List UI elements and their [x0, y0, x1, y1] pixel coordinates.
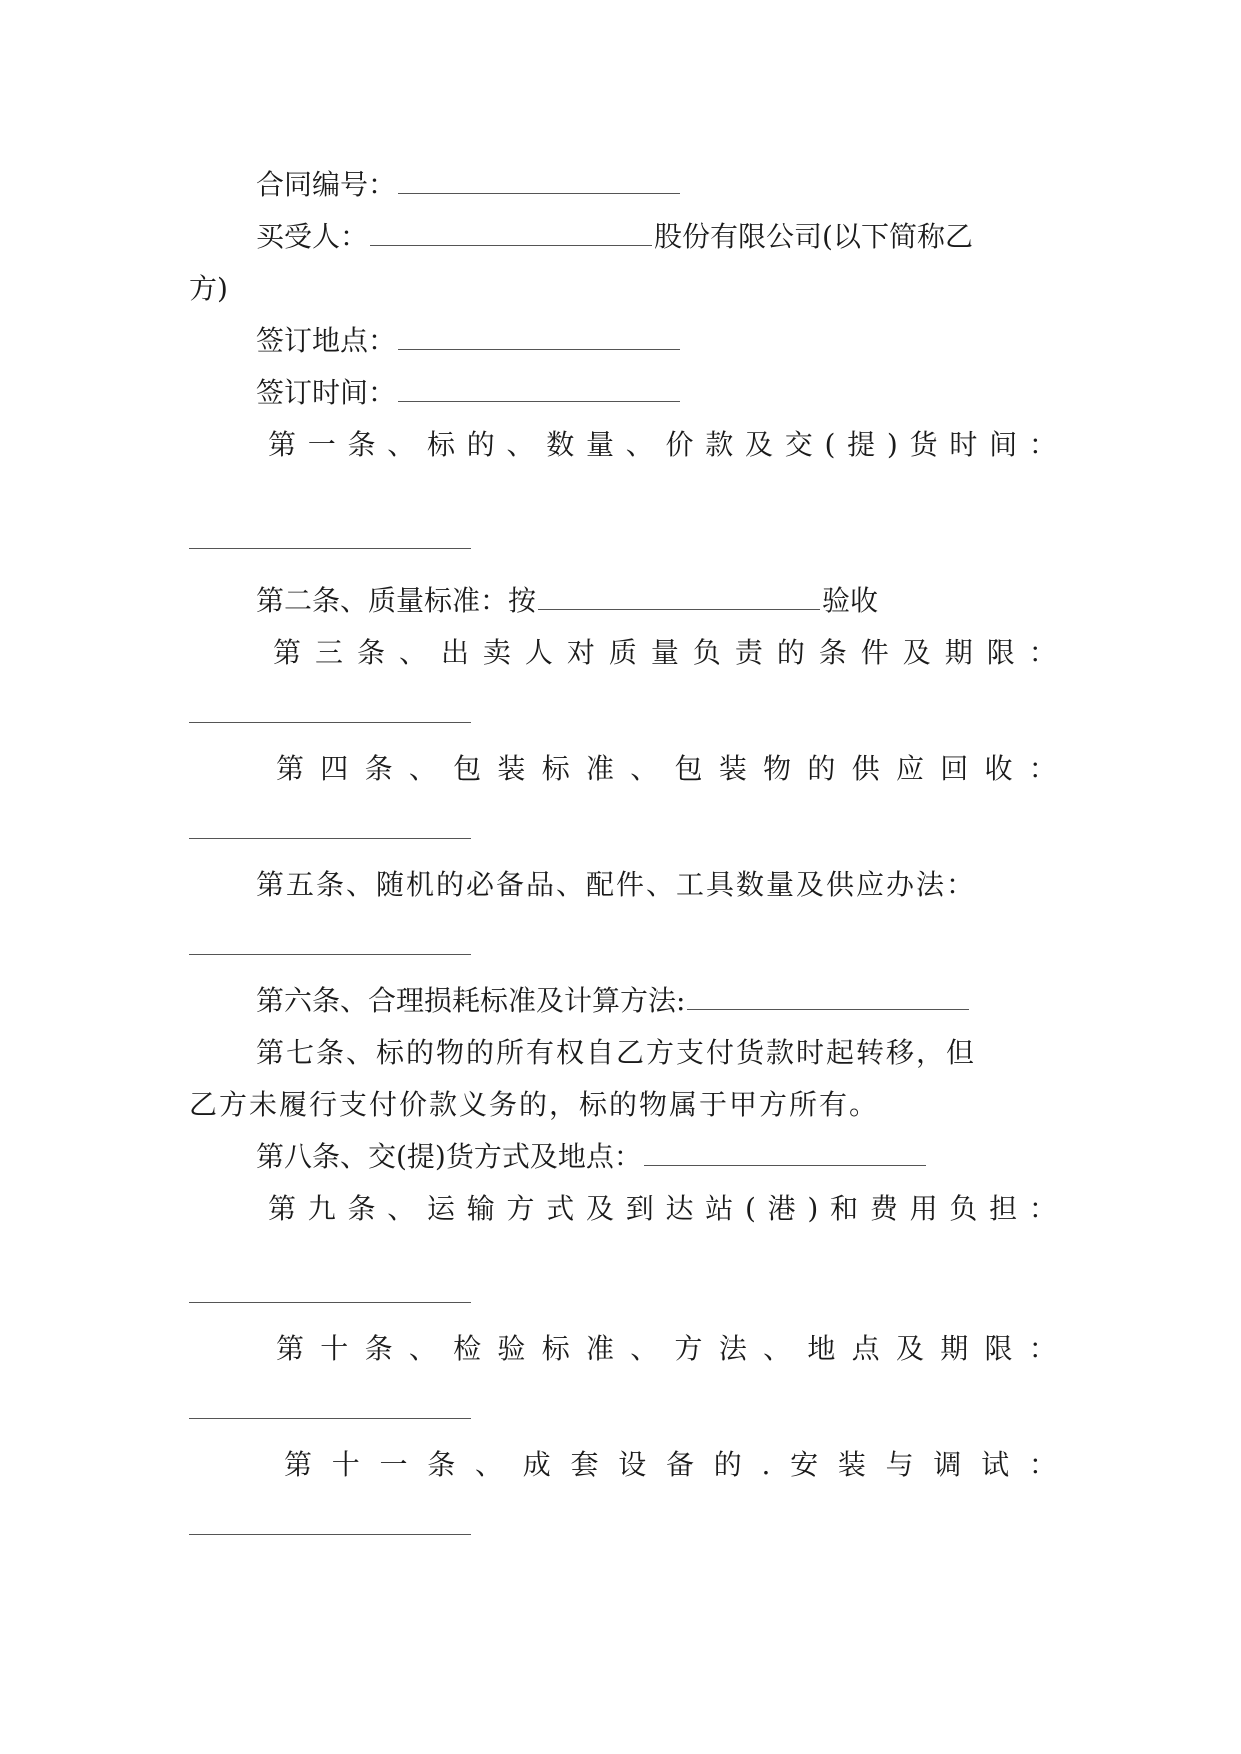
art11-char: 十	[331, 1448, 360, 1481]
art4-char: 物	[763, 752, 792, 785]
signing-time-blank	[398, 400, 680, 402]
buyer-suffix: 股份有限公司(以下简称乙	[654, 220, 973, 253]
article-3-blank	[189, 721, 471, 723]
art4-char: 回	[940, 752, 969, 785]
art9-char: 、	[387, 1192, 416, 1225]
art9-char: 达	[665, 1192, 694, 1225]
art10-char: 、	[763, 1332, 792, 1365]
signing-time-label: 签订时间：	[256, 376, 397, 409]
article-5-blank	[189, 953, 471, 955]
art1-char: 及	[745, 428, 774, 461]
art9-char: 负	[949, 1192, 978, 1225]
art3-char: 责	[734, 636, 763, 669]
art1-char: 数	[546, 428, 575, 461]
art4-char: 供	[851, 752, 880, 785]
art9-char: 担	[989, 1192, 1018, 1225]
art1-char: 一	[307, 428, 336, 461]
art1-char: 第	[268, 428, 297, 461]
art11-char: 、	[475, 1448, 504, 1481]
buyer-label: 买受人：	[256, 220, 369, 253]
article-7-text-1: 第七条、标的物的所有权自乙方支付货款时起转移，但	[256, 1036, 977, 1069]
art10-char: 条	[364, 1332, 393, 1365]
art3-char: 限	[986, 636, 1015, 669]
art9-char: 式	[546, 1192, 575, 1225]
art11-char: 备	[666, 1448, 695, 1481]
art1-char: ：	[1028, 428, 1057, 461]
buyer-blank	[370, 244, 652, 246]
article-3-line	[273, 633, 1057, 673]
art3-char: 期	[944, 636, 973, 669]
article-6-label: 第六条、合理损耗标准及计算方法:	[256, 984, 686, 1017]
article-8-label: 第八条、交(提)货方式及地点：	[256, 1140, 642, 1173]
art10-char: 地	[807, 1332, 836, 1365]
art10-char: 第	[276, 1332, 305, 1365]
signing-place-blank	[398, 348, 680, 350]
art9-char: (	[745, 1192, 756, 1225]
art1-char: 标	[427, 428, 456, 461]
buyer-line-2	[189, 269, 1057, 309]
article-7-line-2	[189, 1085, 1057, 1125]
art4-char: 包	[453, 752, 482, 785]
art10-char: 法	[718, 1332, 747, 1365]
art1-char: 价	[665, 428, 694, 461]
article-11-line	[284, 1445, 1057, 1485]
art4-char: 第	[276, 752, 305, 785]
art10-char: 期	[940, 1332, 969, 1365]
art10-char: 、	[630, 1332, 659, 1365]
art3-char: 三	[314, 636, 343, 669]
article-9-blank	[189, 1301, 471, 1303]
buyer-suffix-2: 方)	[189, 272, 228, 305]
art10-char: 、	[408, 1332, 437, 1365]
art11-char: 调	[933, 1448, 962, 1481]
article-8-blank	[644, 1164, 926, 1166]
art4-char: 包	[674, 752, 703, 785]
article-1-line	[268, 425, 1057, 465]
art10-char: 限	[984, 1332, 1013, 1365]
art3-char: 的	[776, 636, 805, 669]
art3-char: 卖	[482, 636, 511, 669]
art3-char: 负	[692, 636, 721, 669]
art1-char: (	[824, 428, 836, 461]
art4-char: ：	[1028, 752, 1057, 785]
art9-char: 站	[705, 1192, 734, 1225]
art3-char: 条	[356, 636, 385, 669]
art1-char: 、	[625, 428, 654, 461]
art9-char: 第	[268, 1192, 297, 1225]
art11-char: 试	[981, 1448, 1010, 1481]
article-2-label: 第二条、质量标准：按	[256, 584, 537, 617]
art9-char: 条	[347, 1192, 376, 1225]
art11-char: 与	[885, 1448, 914, 1481]
art1-char: 时	[949, 428, 978, 461]
article-4-blank	[189, 837, 471, 839]
art3-char: 件	[860, 636, 889, 669]
art1-char: 交	[784, 428, 813, 461]
article-10-blank	[189, 1417, 471, 1419]
article-1-blank	[189, 547, 471, 549]
art11-char: 安	[790, 1448, 819, 1481]
art10-char: 十	[320, 1332, 349, 1365]
art4-char: 准	[585, 752, 614, 785]
signing-place-label: 签订地点：	[256, 324, 397, 357]
art11-char: 装	[837, 1448, 866, 1481]
art1-char: 条	[347, 428, 376, 461]
article-6-line	[189, 981, 1057, 1021]
art11-char: 设	[618, 1448, 647, 1481]
art10-char: ：	[1028, 1332, 1057, 1365]
art9-char: 及	[586, 1192, 615, 1225]
art9-char: 到	[625, 1192, 654, 1225]
article-8-line	[189, 1137, 1057, 1177]
art9-char: 港	[767, 1192, 796, 1225]
article-6-blank	[687, 1008, 969, 1010]
art3-char: 第	[273, 636, 302, 669]
art9-char: 费	[869, 1192, 898, 1225]
art4-char: 标	[541, 752, 570, 785]
art10-char: 及	[895, 1332, 924, 1365]
buyer-line	[189, 217, 1057, 257]
art3-char: 量	[650, 636, 679, 669]
art11-char: .	[761, 1448, 771, 1481]
art9-char: )	[807, 1192, 819, 1225]
art3-char: 质	[608, 636, 637, 669]
art10-char: 方	[674, 1332, 703, 1365]
art3-char: 对	[566, 636, 595, 669]
art4-char: 的	[807, 752, 836, 785]
contract-number-label: 合同编号：	[256, 168, 397, 201]
article-9-line	[268, 1189, 1057, 1229]
contract-number-blank	[398, 192, 680, 194]
art9-char: 方	[506, 1192, 535, 1225]
art11-char: 条	[427, 1448, 456, 1481]
art3-char: 条	[818, 636, 847, 669]
art3-char: ：	[1028, 636, 1057, 669]
art4-char: 装	[718, 752, 747, 785]
art9-char: ：	[1028, 1192, 1057, 1225]
art3-char: 人	[524, 636, 553, 669]
art4-char: 、	[408, 752, 437, 785]
art11-char: 的	[713, 1448, 742, 1481]
art1-char: 间	[989, 428, 1018, 461]
art4-char: 应	[895, 752, 924, 785]
article-5-text: 第五条、随机的必备品、配件、工具数量及供应办法：	[256, 868, 977, 901]
art11-char: 套	[570, 1448, 599, 1481]
art1-char: 、	[506, 428, 535, 461]
art4-char: 四	[320, 752, 349, 785]
art10-char: 点	[851, 1332, 880, 1365]
article-10-line	[276, 1329, 1057, 1369]
art11-char: 一	[379, 1448, 408, 1481]
art3-char: 及	[902, 636, 931, 669]
art4-char: 收	[984, 752, 1013, 785]
article-2-suffix: 验收	[822, 584, 879, 617]
signing-place-line	[189, 321, 1057, 361]
signing-time-line	[189, 373, 1057, 413]
art1-char: 货	[909, 428, 938, 461]
art9-char: 九	[307, 1192, 336, 1225]
article-2-line	[189, 581, 1057, 621]
art9-char: 和	[830, 1192, 859, 1225]
art9-char: 运	[427, 1192, 456, 1225]
art4-char: 装	[497, 752, 526, 785]
art9-char: 用	[909, 1192, 938, 1225]
art11-char: ：	[1028, 1448, 1057, 1481]
article-7-text-2: 乙方未履行支付价款义务的，标的物属于甲方所有。	[189, 1088, 880, 1121]
art3-char: 、	[398, 636, 427, 669]
art1-char: 量	[586, 428, 615, 461]
art3-char: 出	[440, 636, 469, 669]
art4-char: 条	[364, 752, 393, 785]
article-2-blank	[538, 608, 820, 610]
contract-number-line	[189, 165, 1057, 205]
art1-char: 提	[847, 428, 876, 461]
article-11-blank	[189, 1533, 471, 1535]
art1-char: 、	[387, 428, 416, 461]
art1-char: )	[886, 428, 898, 461]
art1-char: 的	[466, 428, 495, 461]
article-4-line	[276, 749, 1057, 789]
art9-char: 输	[466, 1192, 495, 1225]
art10-char: 检	[453, 1332, 482, 1365]
art10-char: 验	[497, 1332, 526, 1365]
article-7-line-1	[189, 1033, 1057, 1073]
art11-char: 成	[522, 1448, 551, 1481]
art4-char: 、	[630, 752, 659, 785]
art10-char: 标	[541, 1332, 570, 1365]
art11-char: 第	[284, 1448, 313, 1481]
article-5-line	[189, 865, 1089, 905]
art10-char: 准	[585, 1332, 614, 1365]
art1-char: 款	[705, 428, 734, 461]
